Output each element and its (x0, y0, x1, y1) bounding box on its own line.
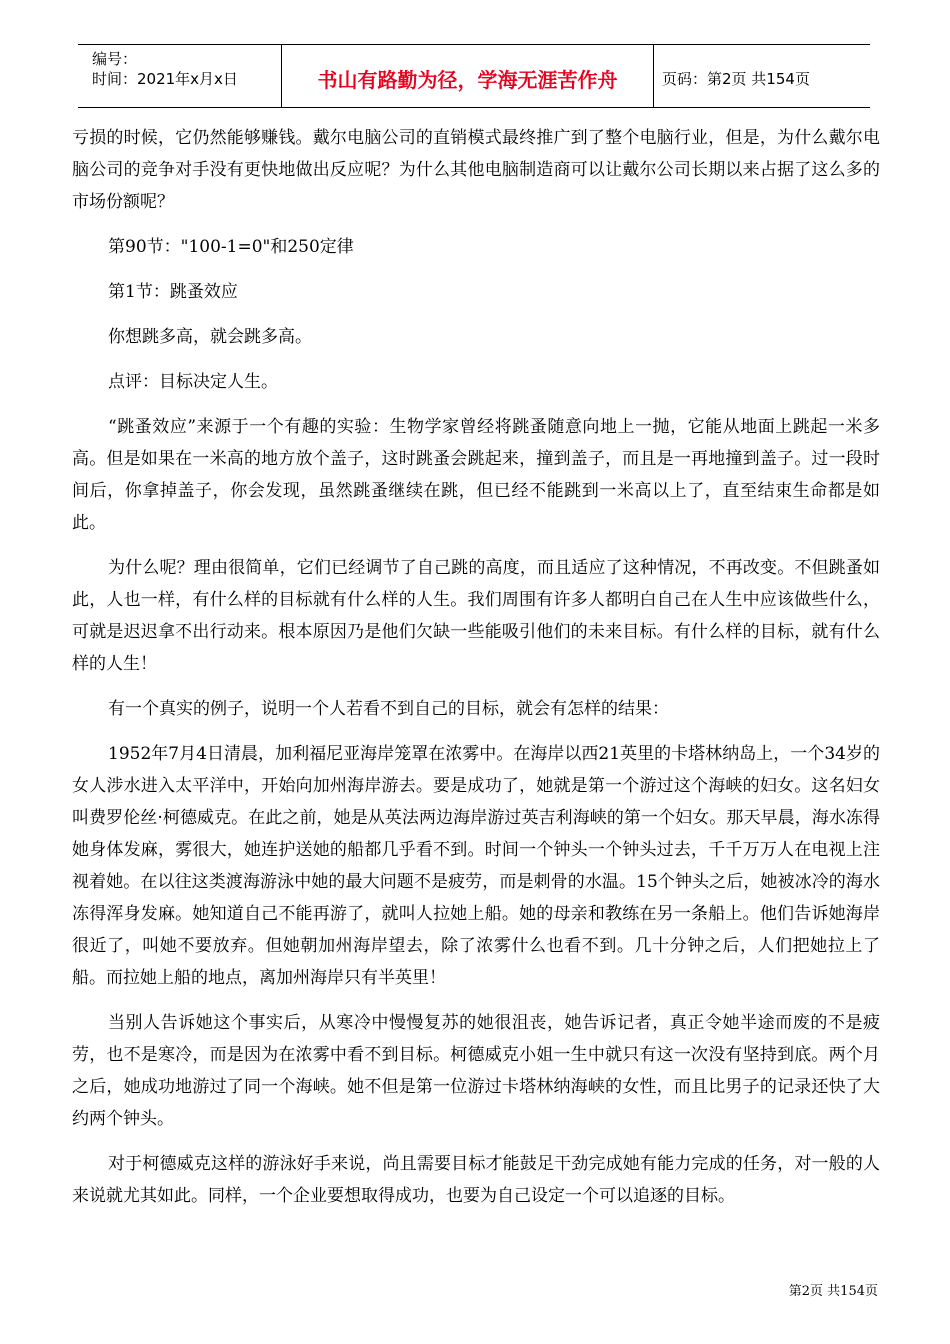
paragraph-continuation: 亏损的时候，它仍然能够赚钱。戴尔电脑公司的直销模式最终推广到了整个电脑行业，但是，为什么戴尔电脑公司的竞争对手没有更快地做出反应呢？为什么其他电脑制造商可以让戴尔公司长期以来占据了这么多的市场份额呢？ (72, 128, 880, 212)
document-time-label: 时间：2021年x月x日 (92, 70, 238, 88)
section-heading-90: 第90节："100-1=0"和250定律 (108, 237, 354, 257)
page-header (78, 44, 870, 108)
paragraph: 对于柯德威克这样的游泳好手来说，尚且需要目标才能鼓足干劲完成她有能力完成的任务，对一般的人来说就尤其如此。同样，一个企业要想取得成功，也要为自己设定一个可以追逐的目标。 (72, 1154, 880, 1206)
paragraph: 1952年7月4日清晨，加利福尼亚海岸笼罩在浓雾中。在海岸以西21英里的卡塔林纳岛上，一个34岁的女人涉水进入太平洋中，开始向加州海岸游去。要是成功了，她就是第一个游过这个海峡的妇女。这名妇女叫费罗伦丝·柯德威克。在此之前，她是从英法两边海岸游过英吉利海峡的第一个妇女。那天早晨，海水冻得她身体发麻，雾很大，她连护送她的船都几乎看不到。时间一个钟头一个钟头过去，千千万万人在电视上注视着她。在以往这类渡海游泳中她的最大问题不是疲劳，而是刺骨的水温。15个钟头之后，她被冰冷的海水冻得浑身发麻。她知道自己不能再游了，就叫人拉她上船。她的母亲和教练在另一条船上。他们告诉她海岸很近了，叫她不要放弃。但她朝加州海岸望去，除了浓雾什么也看不到。几十分钟之后，人们把她拉上了船。而拉她上船的地点，离加州海岸只有半英里！ (72, 744, 880, 988)
document-body (72, 122, 880, 1225)
document-number-label: 编号： (92, 50, 138, 68)
quote-line: 你想跳多高，就会跳多高。 (108, 327, 312, 347)
page-footer: 第2页 共154页 (788, 1284, 878, 1299)
header-page-number: 页码：第2页 共154页 (662, 69, 810, 88)
paragraph: 有一个真实的例子，说明一个人若看不到自己的目标，就会有怎样的结果： (108, 699, 669, 719)
comment-line: 点评：目标决定人生。 (108, 372, 278, 392)
section-heading-1: 第1节：跳蚤效应 (108, 282, 238, 302)
header-motto: 书山有路勤为径，学海无涯苦作舟 (282, 45, 654, 107)
paragraph: 当别人告诉她这个事实后，从寒冷中慢慢复苏的她很沮丧，她告诉记者，真正令她半途而废的不是疲劳，也不是寒冷，而是因为在浓雾中看不到目标。柯德威克小姐一生中就只有这一次没有坚持到底。两个月之后，她成功地游过了同一个海峡。她不但是第一位游过卡塔林纳海峡的女性，而且比男子的记录还快了大约两个钟头。 (72, 1013, 880, 1129)
paragraph: 为什么呢？理由很简单，它们已经调节了自己跳的高度，而且适应了这种情况，不再改变。不但跳蚤如此，人也一样，有什么样的目标就有什么样的人生。我们周围有许多人都明白自己在人生中应该做些什么，可就是迟迟拿不出行动来。根本原因乃是他们欠缺一些能吸引他们的未来目标。有什么样的目标，就有什么样的人生！ (72, 558, 880, 674)
header-meta (78, 45, 282, 107)
paragraph: “跳蚤效应”来源于一个有趣的实验：生物学家曾经将跳蚤随意向地上一抛，它能从地面上跳起一米多高。但是如果在一米高的地方放个盖子，这时跳蚤会跳起来，撞到盖子，而且是一再地撞到盖子。过一段时间后，你拿掉盖子，你会发现，虽然跳蚤继续在跳，但已经不能跳到一米高以上了，直至结束生命都是如此。 (72, 417, 880, 533)
